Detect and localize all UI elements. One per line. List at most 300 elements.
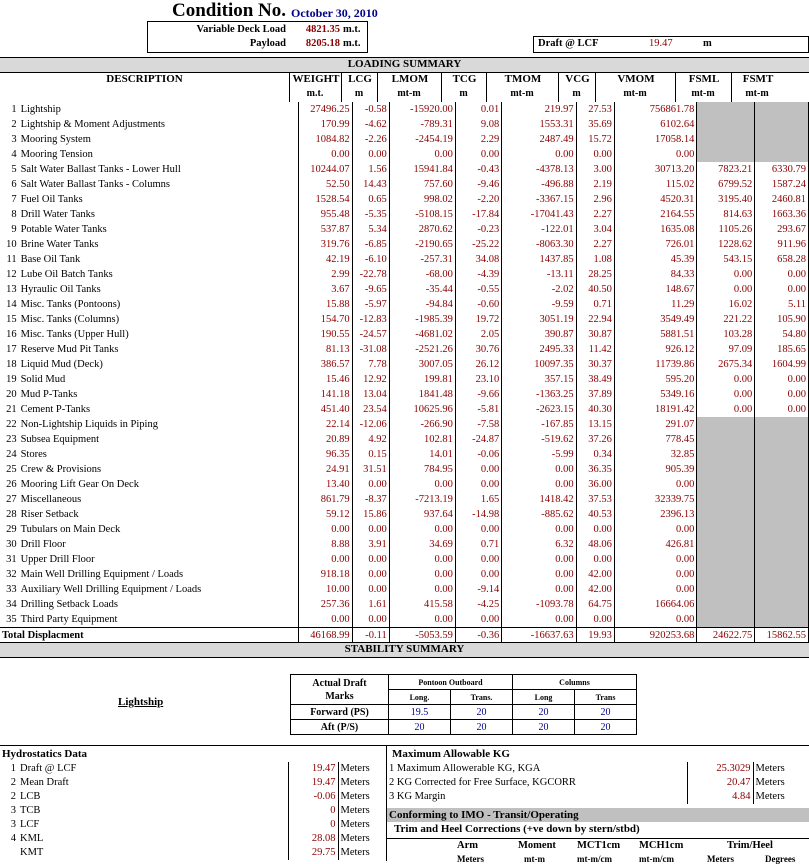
- hydro-value[interactable]: 29.75: [288, 846, 338, 860]
- row-value[interactable]: -5108.15: [389, 207, 455, 222]
- row-value[interactable]: 42.19: [298, 252, 352, 267]
- row-value[interactable]: [697, 132, 755, 147]
- row-value[interactable]: 3.67: [298, 282, 352, 297]
- row-value[interactable]: 0.00: [389, 567, 455, 582]
- row-value[interactable]: [755, 477, 809, 492]
- row-value[interactable]: -2454.19: [389, 132, 455, 147]
- row-value[interactable]: 26.12: [455, 357, 501, 372]
- row-value[interactable]: -9.66: [455, 387, 501, 402]
- row-value[interactable]: [697, 492, 755, 507]
- row-value[interactable]: 390.87: [502, 327, 576, 342]
- row-value[interactable]: 0.00: [576, 612, 614, 628]
- row-value[interactable]: 0.00: [755, 372, 809, 387]
- row-value[interactable]: 40.53: [576, 507, 614, 522]
- row-value[interactable]: [697, 537, 755, 552]
- row-value[interactable]: 24.91: [298, 462, 352, 477]
- row-value[interactable]: -0.43: [455, 162, 501, 177]
- row-value[interactable]: 0.00: [502, 477, 576, 492]
- row-value[interactable]: -4.39: [455, 267, 501, 282]
- row-value[interactable]: 27496.25: [298, 102, 352, 117]
- row-value[interactable]: 3.04: [576, 222, 614, 237]
- row-value[interactable]: 3.91: [352, 537, 389, 552]
- row-value[interactable]: 0.00: [298, 552, 352, 567]
- row-value[interactable]: -0.06: [455, 447, 501, 462]
- row-value[interactable]: -9.46: [455, 177, 501, 192]
- row-value[interactable]: 115.02: [614, 177, 697, 192]
- row-value[interactable]: 10244.07: [298, 162, 352, 177]
- row-value[interactable]: 13.15: [576, 417, 614, 432]
- row-value[interactable]: 0.00: [352, 477, 389, 492]
- row-value[interactable]: 102.81: [389, 432, 455, 447]
- row-value[interactable]: 905.39: [614, 462, 697, 477]
- row-value[interactable]: 257.36: [298, 597, 352, 612]
- row-value[interactable]: 955.48: [298, 207, 352, 222]
- row-value[interactable]: 81.13: [298, 342, 352, 357]
- row-value[interactable]: 2.05: [455, 327, 501, 342]
- row-value[interactable]: 4.92: [352, 432, 389, 447]
- row-value[interactable]: [755, 567, 809, 582]
- row-value[interactable]: 0.00: [352, 147, 389, 162]
- row-value[interactable]: 0.00: [298, 147, 352, 162]
- draft-value[interactable]: 20: [513, 705, 575, 720]
- row-value[interactable]: 0.71: [576, 297, 614, 312]
- hydro-value[interactable]: 19.47: [288, 762, 338, 776]
- hydro-value[interactable]: -0.06: [288, 790, 338, 804]
- row-value[interactable]: 0.00: [697, 402, 755, 417]
- row-value[interactable]: [697, 117, 755, 132]
- row-value[interactable]: 148.67: [614, 282, 697, 297]
- row-value[interactable]: -24.87: [455, 432, 501, 447]
- row-value[interactable]: -122.01: [502, 222, 576, 237]
- row-value[interactable]: 59.12: [298, 507, 352, 522]
- row-value[interactable]: 28.25: [576, 267, 614, 282]
- row-value[interactable]: 543.15: [697, 252, 755, 267]
- row-value[interactable]: 0.00: [614, 582, 697, 597]
- row-value[interactable]: -0.58: [352, 102, 389, 117]
- row-value[interactable]: -9.59: [502, 297, 576, 312]
- row-value[interactable]: 15.86: [352, 507, 389, 522]
- row-value[interactable]: 2396.13: [614, 507, 697, 522]
- row-value[interactable]: -13.11: [502, 267, 576, 282]
- row-value[interactable]: 5.11: [755, 297, 809, 312]
- row-value[interactable]: 1635.08: [614, 222, 697, 237]
- row-value[interactable]: 154.70: [298, 312, 352, 327]
- row-value[interactable]: 0.34: [576, 447, 614, 462]
- row-value[interactable]: 15.88: [298, 297, 352, 312]
- row-value[interactable]: [755, 102, 809, 117]
- kg-value[interactable]: 25.3029: [687, 762, 753, 776]
- row-value[interactable]: 10625.96: [389, 402, 455, 417]
- row-value[interactable]: 0.00: [455, 147, 501, 162]
- row-value[interactable]: 1.61: [352, 597, 389, 612]
- row-value[interactable]: [697, 582, 755, 597]
- row-value[interactable]: -3367.15: [502, 192, 576, 207]
- row-value[interactable]: 1587.24: [755, 177, 809, 192]
- row-value[interactable]: 918.18: [298, 567, 352, 582]
- row-value[interactable]: [697, 552, 755, 567]
- row-value[interactable]: 11739.86: [614, 357, 697, 372]
- row-value[interactable]: 48.06: [576, 537, 614, 552]
- row-value[interactable]: 32.85: [614, 447, 697, 462]
- row-value[interactable]: 11.29: [614, 297, 697, 312]
- row-value[interactable]: 36.00: [576, 477, 614, 492]
- row-value[interactable]: 38.49: [576, 372, 614, 387]
- row-value[interactable]: 8.88: [298, 537, 352, 552]
- row-value[interactable]: 105.90: [755, 312, 809, 327]
- row-value[interactable]: 0.00: [352, 612, 389, 628]
- row-value[interactable]: 0.00: [614, 567, 697, 582]
- row-value[interactable]: 0.00: [389, 477, 455, 492]
- row-value[interactable]: -12.83: [352, 312, 389, 327]
- row-value[interactable]: 96.35: [298, 447, 352, 462]
- row-value[interactable]: 0.65: [352, 192, 389, 207]
- row-value[interactable]: 54.80: [755, 327, 809, 342]
- row-value[interactable]: 40.50: [576, 282, 614, 297]
- row-value[interactable]: 2.19: [576, 177, 614, 192]
- row-value[interactable]: -12.06: [352, 417, 389, 432]
- row-value[interactable]: 7823.21: [697, 162, 755, 177]
- row-value[interactable]: 37.26: [576, 432, 614, 447]
- row-value[interactable]: 0.00: [352, 522, 389, 537]
- row-value[interactable]: 13.04: [352, 387, 389, 402]
- row-value[interactable]: [755, 132, 809, 147]
- row-value[interactable]: 2495.33: [502, 342, 576, 357]
- row-value[interactable]: 0.00: [614, 552, 697, 567]
- row-value[interactable]: 415.58: [389, 597, 455, 612]
- row-value[interactable]: [697, 597, 755, 612]
- hydro-value[interactable]: 0: [288, 818, 338, 832]
- row-value[interactable]: 0.00: [389, 552, 455, 567]
- row-value[interactable]: 3195.40: [697, 192, 755, 207]
- row-value[interactable]: 0.00: [755, 267, 809, 282]
- row-value[interactable]: -2623.15: [502, 402, 576, 417]
- row-value[interactable]: -266.90: [389, 417, 455, 432]
- row-value[interactable]: 451.40: [298, 402, 352, 417]
- row-value[interactable]: 11.42: [576, 342, 614, 357]
- row-value[interactable]: 30.37: [576, 357, 614, 372]
- row-value[interactable]: -0.11: [352, 628, 389, 644]
- row-value[interactable]: 595.20: [614, 372, 697, 387]
- row-value[interactable]: 386.57: [298, 357, 352, 372]
- row-value[interactable]: -35.44: [389, 282, 455, 297]
- row-value[interactable]: [755, 432, 809, 447]
- row-value[interactable]: -4.25: [455, 597, 501, 612]
- row-value[interactable]: 0.00: [352, 582, 389, 597]
- row-value[interactable]: 357.15: [502, 372, 576, 387]
- row-value[interactable]: -24.57: [352, 327, 389, 342]
- row-value[interactable]: -885.62: [502, 507, 576, 522]
- row-value[interactable]: 6102.64: [614, 117, 697, 132]
- row-value[interactable]: 7.78: [352, 357, 389, 372]
- row-value[interactable]: 0.00: [502, 522, 576, 537]
- row-value[interactable]: 0.00: [455, 612, 501, 628]
- row-value[interactable]: [755, 507, 809, 522]
- row-value[interactable]: 37.53: [576, 492, 614, 507]
- row-value[interactable]: 1105.26: [697, 222, 755, 237]
- row-value[interactable]: [697, 147, 755, 162]
- row-value[interactable]: 937.64: [389, 507, 455, 522]
- row-value[interactable]: 1604.99: [755, 357, 809, 372]
- row-value[interactable]: 219.97: [502, 102, 576, 117]
- row-value[interactable]: 0.00: [614, 147, 697, 162]
- row-value[interactable]: 52.50: [298, 177, 352, 192]
- row-value[interactable]: 291.07: [614, 417, 697, 432]
- row-value[interactable]: -2521.26: [389, 342, 455, 357]
- row-value[interactable]: -7.58: [455, 417, 501, 432]
- row-value[interactable]: 15941.84: [389, 162, 455, 177]
- row-value[interactable]: -257.31: [389, 252, 455, 267]
- row-value[interactable]: [755, 147, 809, 162]
- row-value[interactable]: -1985.39: [389, 312, 455, 327]
- draft-value[interactable]: 20: [451, 720, 513, 735]
- row-value[interactable]: 19.93: [576, 628, 614, 644]
- row-value[interactable]: -4378.13: [502, 162, 576, 177]
- row-value[interactable]: 46168.99: [298, 628, 352, 644]
- row-value[interactable]: 3.00: [576, 162, 614, 177]
- row-value[interactable]: -2.20: [455, 192, 501, 207]
- row-value[interactable]: [697, 612, 755, 628]
- row-value[interactable]: 319.76: [298, 237, 352, 252]
- row-value[interactable]: -5.97: [352, 297, 389, 312]
- draft-value[interactable]: 20: [451, 705, 513, 720]
- row-value[interactable]: -1093.78: [502, 597, 576, 612]
- row-value[interactable]: 0.00: [389, 582, 455, 597]
- row-value[interactable]: 0.00: [502, 462, 576, 477]
- row-value[interactable]: 0.00: [697, 387, 755, 402]
- row-value[interactable]: 1418.42: [502, 492, 576, 507]
- row-value[interactable]: [697, 432, 755, 447]
- row-value[interactable]: -2.26: [352, 132, 389, 147]
- row-value[interactable]: 45.39: [614, 252, 697, 267]
- row-value[interactable]: -31.08: [352, 342, 389, 357]
- row-value[interactable]: 16.02: [697, 297, 755, 312]
- row-value[interactable]: 20.89: [298, 432, 352, 447]
- row-value[interactable]: 0.00: [697, 282, 755, 297]
- row-value[interactable]: 920253.68: [614, 628, 697, 644]
- row-value[interactable]: 5881.51: [614, 327, 697, 342]
- row-value[interactable]: 0.00: [614, 612, 697, 628]
- row-value[interactable]: 190.55: [298, 327, 352, 342]
- row-value[interactable]: -8063.30: [502, 237, 576, 252]
- row-value[interactable]: -4681.02: [389, 327, 455, 342]
- row-value[interactable]: 34.08: [455, 252, 501, 267]
- row-value[interactable]: 5349.16: [614, 387, 697, 402]
- row-value[interactable]: 0.00: [455, 552, 501, 567]
- row-value[interactable]: [755, 582, 809, 597]
- row-value[interactable]: 1841.48: [389, 387, 455, 402]
- row-value[interactable]: 15.46: [298, 372, 352, 387]
- row-value[interactable]: 35.69: [576, 117, 614, 132]
- row-value[interactable]: 2164.55: [614, 207, 697, 222]
- row-value[interactable]: -0.23: [455, 222, 501, 237]
- row-value[interactable]: 30.87: [576, 327, 614, 342]
- row-value[interactable]: [697, 567, 755, 582]
- row-value[interactable]: [755, 417, 809, 432]
- row-value[interactable]: [755, 462, 809, 477]
- row-value[interactable]: 0.00: [352, 567, 389, 582]
- row-value[interactable]: 42.00: [576, 567, 614, 582]
- row-value[interactable]: 1228.62: [697, 237, 755, 252]
- row-value[interactable]: 0.00: [614, 477, 697, 492]
- row-value[interactable]: 0.00: [389, 522, 455, 537]
- row-value[interactable]: 778.45: [614, 432, 697, 447]
- row-value[interactable]: 756861.78: [614, 102, 697, 117]
- row-value[interactable]: 293.67: [755, 222, 809, 237]
- row-value[interactable]: 40.30: [576, 402, 614, 417]
- row-value[interactable]: -14.98: [455, 507, 501, 522]
- row-value[interactable]: [755, 537, 809, 552]
- row-value[interactable]: 12.92: [352, 372, 389, 387]
- row-value[interactable]: 36.35: [576, 462, 614, 477]
- row-value[interactable]: 5.34: [352, 222, 389, 237]
- row-value[interactable]: 1528.54: [298, 192, 352, 207]
- row-value[interactable]: -789.31: [389, 117, 455, 132]
- row-value[interactable]: 32339.75: [614, 492, 697, 507]
- row-value[interactable]: 861.79: [298, 492, 352, 507]
- row-value[interactable]: 0.00: [352, 552, 389, 567]
- row-value[interactable]: 0.01: [455, 102, 501, 117]
- row-value[interactable]: 726.01: [614, 237, 697, 252]
- row-value[interactable]: 926.12: [614, 342, 697, 357]
- row-value[interactable]: [697, 477, 755, 492]
- row-value[interactable]: 103.28: [697, 327, 755, 342]
- row-value[interactable]: 24622.75: [697, 628, 755, 644]
- row-value[interactable]: -2190.65: [389, 237, 455, 252]
- row-value[interactable]: [697, 507, 755, 522]
- row-value[interactable]: -68.00: [389, 267, 455, 282]
- row-value[interactable]: -7213.19: [389, 492, 455, 507]
- row-value[interactable]: 0.00: [502, 552, 576, 567]
- row-value[interactable]: [755, 597, 809, 612]
- row-value[interactable]: -2.02: [502, 282, 576, 297]
- row-value[interactable]: 19.72: [455, 312, 501, 327]
- row-value[interactable]: 18191.42: [614, 402, 697, 417]
- row-value[interactable]: 0.00: [576, 522, 614, 537]
- row-value[interactable]: [755, 522, 809, 537]
- row-value[interactable]: 0.00: [298, 612, 352, 628]
- row-value[interactable]: 0.00: [755, 387, 809, 402]
- row-value[interactable]: -0.36: [455, 628, 501, 644]
- row-value[interactable]: 0.15: [352, 447, 389, 462]
- row-value[interactable]: 0.00: [455, 522, 501, 537]
- row-value[interactable]: 22.94: [576, 312, 614, 327]
- row-value[interactable]: 2.27: [576, 207, 614, 222]
- row-value[interactable]: 23.10: [455, 372, 501, 387]
- row-value[interactable]: -0.55: [455, 282, 501, 297]
- row-value[interactable]: 0.00: [455, 462, 501, 477]
- row-value[interactable]: 30713.20: [614, 162, 697, 177]
- row-value[interactable]: 3051.19: [502, 312, 576, 327]
- row-value[interactable]: -5.81: [455, 402, 501, 417]
- row-value[interactable]: -25.22: [455, 237, 501, 252]
- row-value[interactable]: -5053.59: [389, 628, 455, 644]
- kg-value[interactable]: 20.47: [687, 776, 753, 790]
- row-value[interactable]: -8.37: [352, 492, 389, 507]
- row-value[interactable]: 1.65: [455, 492, 501, 507]
- row-value[interactable]: 10.00: [298, 582, 352, 597]
- row-value[interactable]: 0.00: [389, 612, 455, 628]
- row-value[interactable]: 170.99: [298, 117, 352, 132]
- row-value[interactable]: 14.43: [352, 177, 389, 192]
- row-value[interactable]: 0.71: [455, 537, 501, 552]
- draft-value[interactable]: 20: [513, 720, 575, 735]
- row-value[interactable]: [755, 447, 809, 462]
- row-value[interactable]: 15862.55: [755, 628, 809, 644]
- kg-value[interactable]: 4.84: [687, 790, 753, 804]
- row-value[interactable]: 27.53: [576, 102, 614, 117]
- row-value[interactable]: 22.14: [298, 417, 352, 432]
- row-value[interactable]: 30.76: [455, 342, 501, 357]
- row-value[interactable]: [697, 522, 755, 537]
- row-value[interactable]: 0.00: [502, 147, 576, 162]
- row-value[interactable]: -6.10: [352, 252, 389, 267]
- row-value[interactable]: 998.02: [389, 192, 455, 207]
- row-value[interactable]: 0.00: [502, 582, 576, 597]
- row-value[interactable]: 64.75: [576, 597, 614, 612]
- hydro-value[interactable]: 19.47: [288, 776, 338, 790]
- row-value[interactable]: -496.88: [502, 177, 576, 192]
- row-value[interactable]: 0.00: [502, 612, 576, 628]
- row-value[interactable]: 1553.31: [502, 117, 576, 132]
- row-value[interactable]: 0.00: [697, 267, 755, 282]
- row-value[interactable]: 84.33: [614, 267, 697, 282]
- row-value[interactable]: 10097.35: [502, 357, 576, 372]
- row-value[interactable]: 14.01: [389, 447, 455, 462]
- row-value[interactable]: 2.29: [455, 132, 501, 147]
- row-value[interactable]: -15920.00: [389, 102, 455, 117]
- row-value[interactable]: 13.40: [298, 477, 352, 492]
- row-value[interactable]: -5.99: [502, 447, 576, 462]
- row-value[interactable]: -16637.63: [502, 628, 576, 644]
- row-value[interactable]: 2.99: [298, 267, 352, 282]
- row-value[interactable]: 141.18: [298, 387, 352, 402]
- row-value[interactable]: 221.22: [697, 312, 755, 327]
- draft-value[interactable]: 20: [575, 720, 637, 735]
- row-value[interactable]: 0.00: [455, 477, 501, 492]
- row-value[interactable]: -94.84: [389, 297, 455, 312]
- row-value[interactable]: 537.87: [298, 222, 352, 237]
- row-value[interactable]: 814.63: [697, 207, 755, 222]
- row-value[interactable]: -6.85: [352, 237, 389, 252]
- row-value[interactable]: 0.00: [502, 567, 576, 582]
- row-value[interactable]: -167.85: [502, 417, 576, 432]
- row-value[interactable]: 0.00: [755, 402, 809, 417]
- row-value[interactable]: 2675.34: [697, 357, 755, 372]
- row-value[interactable]: 15.72: [576, 132, 614, 147]
- row-value[interactable]: 757.60: [389, 177, 455, 192]
- row-value[interactable]: [755, 492, 809, 507]
- row-value[interactable]: -4.62: [352, 117, 389, 132]
- row-value[interactable]: 2.27: [576, 237, 614, 252]
- draft-value[interactable]: 20: [575, 705, 637, 720]
- row-value[interactable]: 0.00: [298, 522, 352, 537]
- row-value[interactable]: 16664.06: [614, 597, 697, 612]
- row-value[interactable]: 31.51: [352, 462, 389, 477]
- row-value[interactable]: 185.65: [755, 342, 809, 357]
- row-value[interactable]: 97.09: [697, 342, 755, 357]
- row-value[interactable]: 37.89: [576, 387, 614, 402]
- draft-value[interactable]: 20: [389, 720, 451, 735]
- row-value[interactable]: 6.32: [502, 537, 576, 552]
- row-value[interactable]: 1084.82: [298, 132, 352, 147]
- row-value[interactable]: 17058.14: [614, 132, 697, 147]
- row-value[interactable]: 34.69: [389, 537, 455, 552]
- row-value[interactable]: [755, 552, 809, 567]
- row-value[interactable]: -9.14: [455, 582, 501, 597]
- row-value[interactable]: 23.54: [352, 402, 389, 417]
- row-value[interactable]: -22.78: [352, 267, 389, 282]
- row-value[interactable]: -5.35: [352, 207, 389, 222]
